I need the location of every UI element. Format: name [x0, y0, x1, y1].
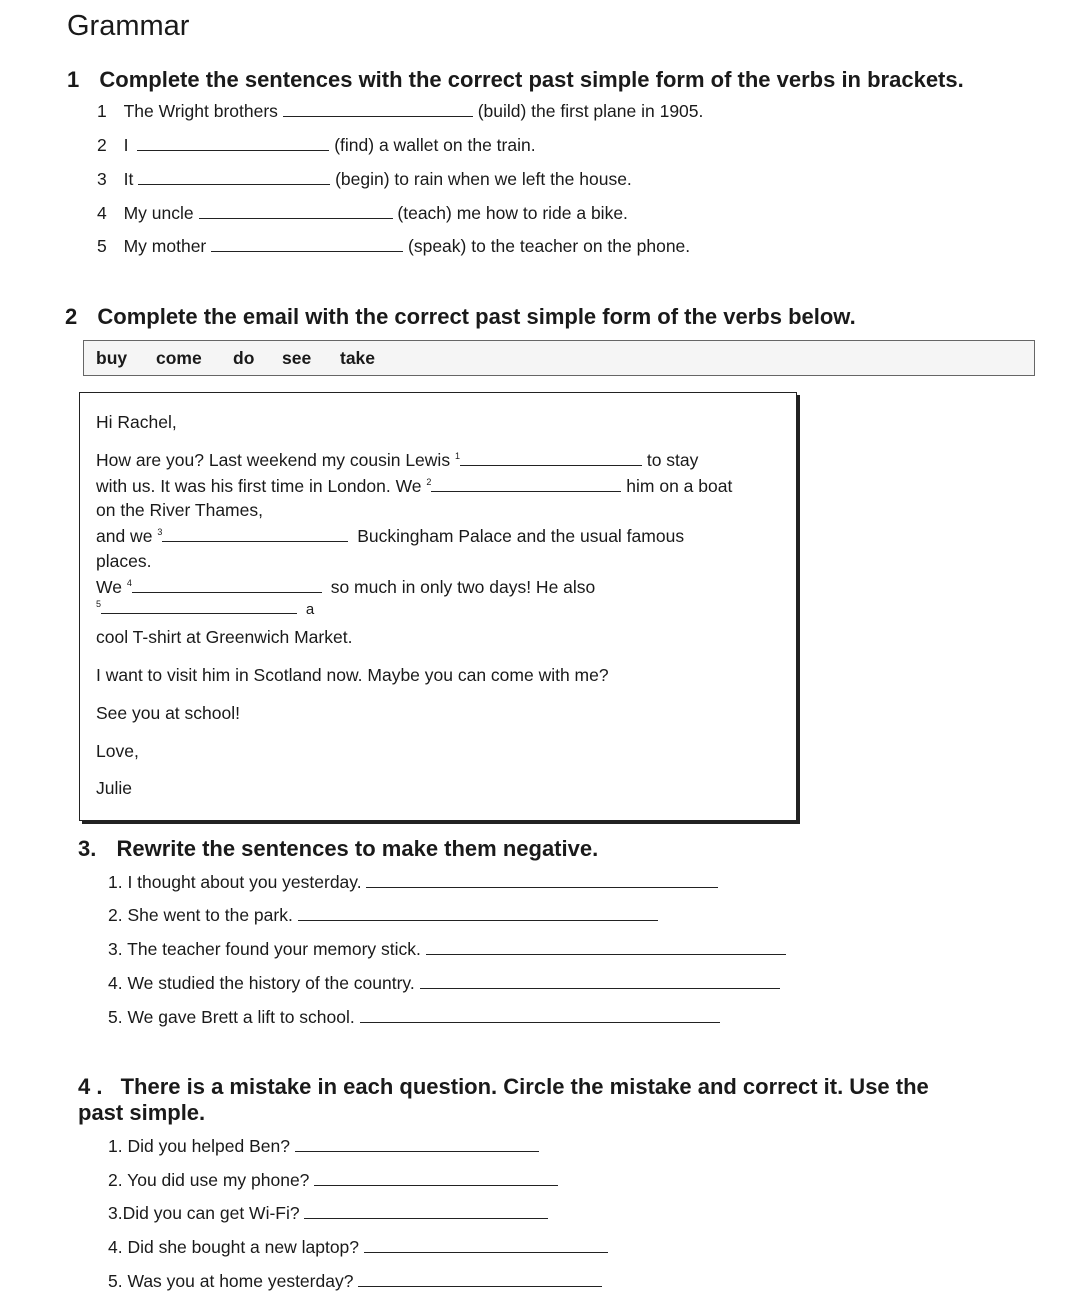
- exercise-3-item: [108, 1007, 720, 1028]
- gap-number: 1: [454, 451, 460, 461]
- exercise-3-item: [108, 973, 780, 994]
- word-bank-word: take: [340, 348, 376, 368]
- word-bank-word: come: [156, 348, 202, 368]
- answer-blank[interactable]: [366, 886, 718, 888]
- item-number: 1: [97, 101, 107, 121]
- item-number: 2: [97, 135, 107, 155]
- item-text: 3.Did you can get Wi-Fi?: [108, 1203, 300, 1223]
- email-signoff: Love,: [96, 741, 139, 761]
- answer-blank[interactable]: [101, 612, 297, 614]
- email-line: cool T-shirt at Greenwich Market.: [96, 627, 353, 647]
- answer-blank[interactable]: [298, 919, 658, 921]
- answer-blank[interactable]: [426, 953, 786, 955]
- item-text: 1. I thought about you yesterday.: [108, 872, 362, 892]
- section-4-heading: [78, 1074, 929, 1100]
- email-text: to stay: [646, 450, 699, 470]
- answer-blank[interactable]: [138, 183, 330, 185]
- answer-blank[interactable]: [358, 1285, 602, 1287]
- email-paragraph: See you at school!: [96, 703, 240, 723]
- word-bank-word: buy: [96, 348, 128, 368]
- email-paragraph: I want to visit him in Scotland now. Maybe you can come with me?: [96, 665, 609, 685]
- exercise-1-item-3: [97, 169, 632, 190]
- answer-blank[interactable]: [137, 149, 329, 151]
- item-subject: My uncle: [123, 203, 194, 223]
- item-text: 4. We studied the history of the country.: [108, 973, 415, 993]
- exercise-4-item: [108, 1271, 602, 1292]
- section-1-instruction: Complete the sentences with the correct past simple form of the verbs in brackets.: [99, 67, 964, 92]
- item-text: 4. Did she bought a new laptop?: [108, 1237, 360, 1257]
- email-text: him on a boat: [626, 476, 733, 496]
- answer-blank[interactable]: [431, 490, 621, 492]
- item-text: 2. She went to the park.: [108, 905, 293, 925]
- exercise-4-item: [108, 1136, 539, 1157]
- item-text: 1. Did you helped Ben?: [108, 1136, 290, 1156]
- email-text: Buckingham Palace and the usual famous: [357, 526, 685, 546]
- item-text: 3. The teacher found your memory stick.: [108, 939, 421, 959]
- email-line: places.: [96, 551, 152, 571]
- exercise-3-item: [108, 939, 786, 960]
- email-text: a: [305, 601, 315, 618]
- email-signature: Julie: [96, 778, 132, 798]
- email-line: [96, 450, 698, 471]
- item-text: 2. You did use my phone?: [108, 1170, 310, 1190]
- email-text: How are you? Last weekend my cousin Lewis: [96, 450, 451, 470]
- answer-blank[interactable]: [304, 1217, 548, 1219]
- word-bank-word: see: [282, 348, 312, 368]
- page-title: Grammar: [67, 10, 190, 42]
- exercise-1-item-5: [97, 236, 690, 257]
- answer-blank[interactable]: [314, 1184, 558, 1186]
- email-text: with us. It was his first time in London. We: [96, 476, 422, 496]
- email-text: and we: [96, 526, 153, 546]
- item-number: 4: [97, 203, 107, 223]
- item-text: 5. Was you at home yesterday?: [108, 1271, 354, 1291]
- section-1-number: 1: [67, 67, 80, 92]
- exercise-1-item-1: [97, 101, 703, 122]
- exercise-4-item: [108, 1203, 548, 1224]
- item-subject: The Wright brothers: [123, 101, 278, 121]
- email-text: so much in only two days! He also: [330, 577, 596, 597]
- answer-blank[interactable]: [283, 115, 473, 117]
- answer-blank[interactable]: [364, 1251, 608, 1253]
- section-3-heading: [78, 836, 598, 862]
- item-number: 5: [97, 236, 107, 256]
- section-2-number: 2: [65, 304, 78, 329]
- item-subject: It: [123, 169, 134, 189]
- section-2-heading: [65, 304, 856, 330]
- item-subject: My mother: [123, 236, 207, 256]
- gap-number: 2: [426, 477, 432, 487]
- email-greeting: Hi Rachel,: [96, 412, 177, 432]
- answer-blank[interactable]: [211, 250, 403, 252]
- section-2-instruction: Complete the email with the correct past simple form of the verbs below.: [97, 304, 856, 329]
- email-line: on the River Thames,: [96, 500, 263, 520]
- answer-blank[interactable]: [360, 1021, 720, 1023]
- item-text: 5. We gave Brett a lift to school.: [108, 1007, 355, 1027]
- exercise-3-item: [108, 872, 718, 893]
- item-text: (teach) me how to ride a bike.: [397, 203, 628, 223]
- exercise-4-item: [108, 1170, 558, 1191]
- answer-blank[interactable]: [199, 217, 393, 219]
- email-line: [96, 598, 314, 619]
- item-text: (build) the first plane in 1905.: [477, 101, 704, 121]
- item-subject: I: [123, 135, 129, 155]
- answer-blank[interactable]: [132, 591, 322, 593]
- section-1-heading: [67, 67, 964, 93]
- section-4-instruction-cont: past simple.: [78, 1100, 206, 1125]
- section-3-instruction: Rewrite the sentences to make them negative.: [116, 836, 599, 861]
- item-number: 3: [97, 169, 107, 189]
- answer-blank[interactable]: [420, 987, 780, 989]
- item-text: (begin) to rain when we left the house.: [335, 169, 632, 189]
- gap-number: 5: [96, 599, 102, 609]
- section-4-number: 4 .: [78, 1074, 103, 1099]
- email-line: [96, 476, 732, 497]
- word-bank-word: do: [233, 348, 255, 368]
- section-4-instruction: There is a mistake in each question. Circle the mistake and correct it. Use the: [120, 1074, 929, 1099]
- answer-blank[interactable]: [460, 464, 642, 466]
- item-text: (speak) to the teacher on the phone.: [408, 236, 691, 256]
- answer-blank[interactable]: [295, 1150, 539, 1152]
- item-text: (find) a wallet on the train.: [334, 135, 536, 155]
- exercise-1-item-4: [97, 203, 628, 224]
- exercise-3-item: [108, 905, 658, 926]
- word-bank-box: [83, 340, 1035, 376]
- section-3-number: 3.: [78, 836, 97, 861]
- exercise-4-item: [108, 1237, 608, 1258]
- answer-blank[interactable]: [162, 540, 348, 542]
- email-line: [96, 577, 595, 598]
- gap-number: 3: [157, 527, 163, 537]
- email-text: We: [96, 577, 122, 597]
- email-line: [96, 526, 684, 547]
- gap-number: 4: [126, 578, 132, 588]
- exercise-1-item-2: [97, 135, 536, 156]
